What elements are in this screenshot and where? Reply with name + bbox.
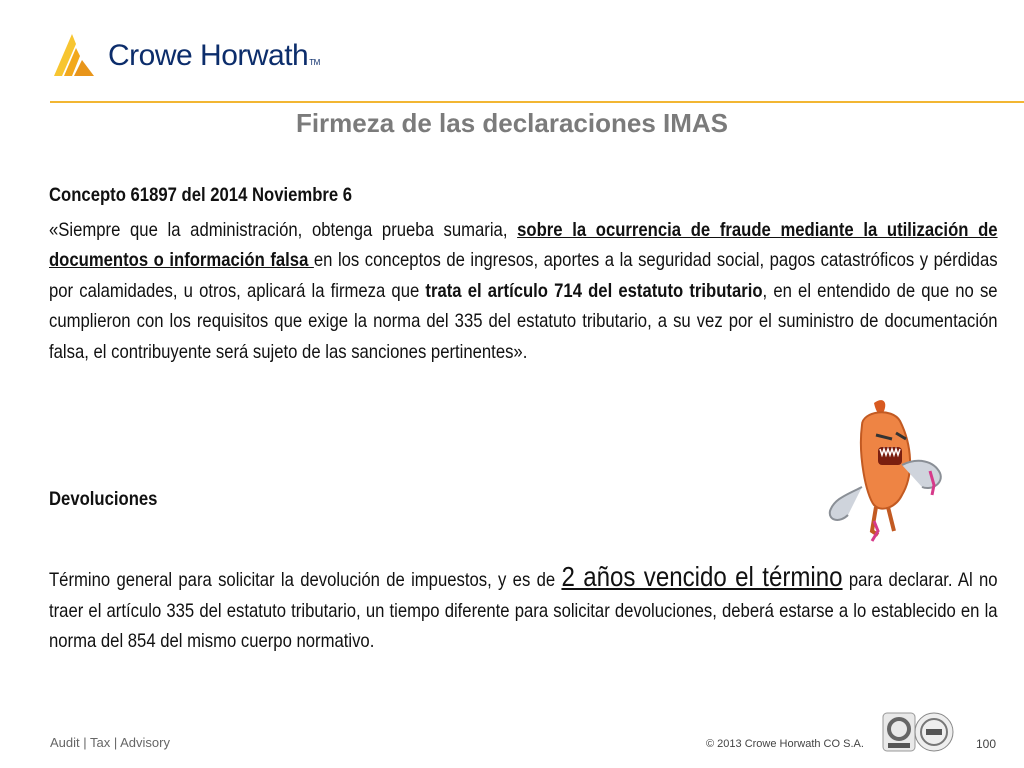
header-divider [50, 101, 1024, 103]
footer-copyright: © 2013 Crowe Horwath CO S.A. [706, 738, 864, 750]
devoluciones-heading: Devoluciones [49, 488, 158, 510]
concept-paragraph: «Siempre que la administración, obtenga prueba sumaria, sobre la ocurrencia de fraude mediante la utilización de documentos o información falsa en los conceptos de ingresos, aportes a la seguridad social, pagos catastróficos y pérdidas por calamidades, u otros, aplicará la firmeza que trata el artículo 714 del estatuto tributario, en el entendido de que no se cumplieron con los requisitos que exige la norma del 335 del estatuto tributario, a su vez por el suministro de documentación falsa, el contribuyente será sujeto de las sanciones pertinentes». [49, 218, 998, 363]
concept-heading: Concepto 61897 del 2014 Noviembre 6 [49, 184, 353, 206]
main-content [49, 180, 998, 367]
page-title: Firmeza de las declaraciones IMAS [295, 108, 729, 138]
devoluciones-section [49, 484, 865, 515]
angry-carrot-illustration [822, 395, 952, 547]
iso-certification-icon [882, 712, 916, 752]
logo-wordmark: Crowe HorwathTM [108, 39, 320, 72]
crowe-flame-icon [50, 30, 102, 80]
fraud-emphasis: sobre la ocurrencia de fraude mediante la utilización de documentos o información falsa [49, 218, 998, 271]
footer-services: Audit | Tax | Advisory [50, 735, 170, 750]
article-714-emphasis: trata el artículo 714 del estatuto tributario [425, 279, 763, 302]
devoluciones-body [49, 561, 998, 657]
crowe-horwath-logo [50, 30, 320, 80]
page-number: 100 [976, 737, 997, 751]
devoluciones-paragraph: Término general para solicitar la devolución de impuestos, y es de 2 años vencido el término para declarar. Al no traer el artículo 335 del estatuto tributario, un tiempo diferente para solicitar devoluciones, deberá estarse a lo establecido en la norma del 854 del mismo cuerpo normativo. [49, 561, 998, 652]
two-years-emphasis: 2 años vencido el término [561, 561, 843, 592]
iqnet-certification-icon [914, 712, 954, 752]
